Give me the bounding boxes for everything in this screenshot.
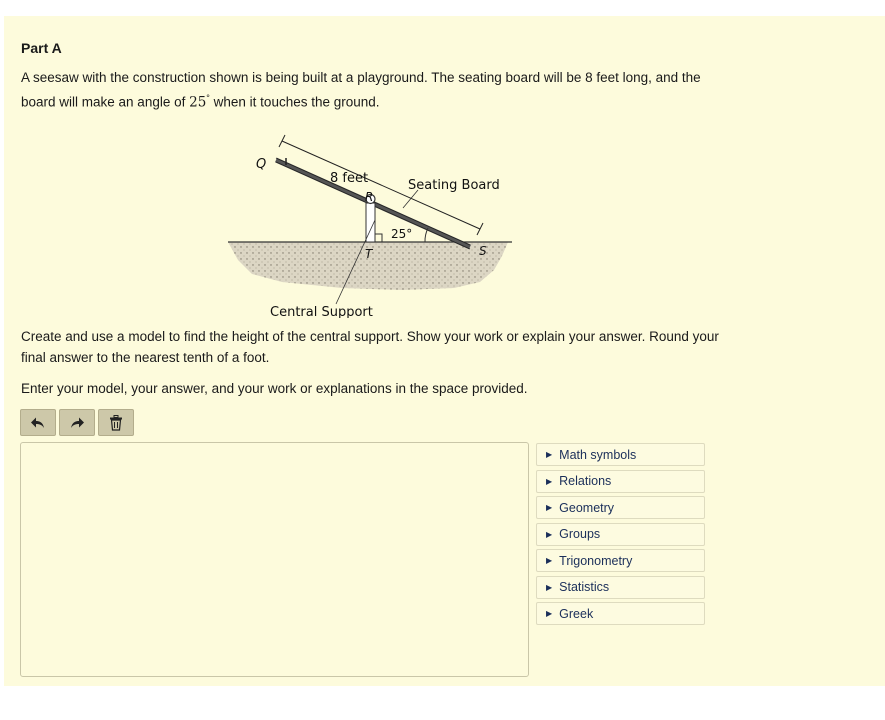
palette-item-label: Geometry: [559, 500, 615, 515]
label-q: Q: [256, 157, 267, 172]
delete-button[interactable]: [98, 409, 134, 436]
symbol-palette: [536, 443, 705, 629]
redo-button[interactable]: [59, 409, 95, 436]
palette-item-trigonometry[interactable]: [536, 549, 705, 572]
part-title: Part A: [21, 40, 62, 56]
palette-item-label: Greek: [559, 606, 594, 621]
palette-item-greek[interactable]: [536, 602, 705, 625]
palette-item-groups[interactable]: [536, 523, 705, 546]
board-label: Seating Board: [408, 178, 500, 193]
palette-item-label: Statistics: [559, 580, 610, 594]
palette-item-statistics[interactable]: [536, 576, 705, 599]
question-panel: [4, 16, 885, 686]
length-label: 8 feet: [330, 171, 369, 186]
expand-triangle-icon: ▶: [546, 450, 553, 459]
undo-button[interactable]: [20, 409, 56, 436]
palette-item-label: Groups: [559, 527, 601, 541]
instructions: Create and use a model to find the height of the central support. Show your work or explain your answer. Round your final answer to the nearest tenth of a foot.: [21, 329, 719, 365]
angle-label: 25°: [391, 227, 413, 241]
palette-item-relations[interactable]: [536, 470, 705, 493]
right-angle-mark: [375, 234, 382, 242]
expand-triangle-icon: ▶: [546, 582, 553, 592]
expand-triangle-icon: ▶: [546, 529, 553, 539]
redo-arrow-icon: [69, 416, 85, 430]
problem-text-end: when it touches the ground.: [209, 94, 380, 110]
expand-triangle-icon: ▶: [546, 503, 553, 512]
trash-icon: [109, 415, 123, 431]
entry-instructions: Enter your model, your answer, and your work or explanations in the space provided.: [21, 381, 528, 396]
support-label: Central Support: [270, 305, 373, 318]
answer-input[interactable]: [20, 442, 529, 677]
undo-arrow-icon: [30, 416, 46, 430]
expand-triangle-icon: ▶: [546, 609, 553, 618]
label-t: T: [365, 247, 373, 261]
label-r: R: [365, 190, 374, 204]
degree-symbol: °: [206, 93, 210, 103]
palette-item-label: Math symbols: [559, 447, 637, 462]
expand-triangle-icon: ▶: [546, 556, 553, 565]
palette-item-label: Relations: [559, 474, 612, 488]
seesaw-diagram: [222, 132, 522, 318]
palette-item-math-symbols[interactable]: [536, 443, 705, 466]
problem-statement: [21, 67, 711, 114]
angle-value: 25: [189, 94, 207, 111]
expand-triangle-icon: ▶: [546, 476, 553, 486]
palette-item-geometry[interactable]: [536, 496, 705, 519]
editor-toolbar: [20, 409, 134, 436]
palette-item-label: Trigonometry: [559, 553, 633, 568]
label-s: S: [479, 244, 487, 258]
problem-text-start: A seesaw with the construction shown is being built at a playground. The seating board will be 8 feet long, and the board will make an angle of: [21, 70, 701, 110]
